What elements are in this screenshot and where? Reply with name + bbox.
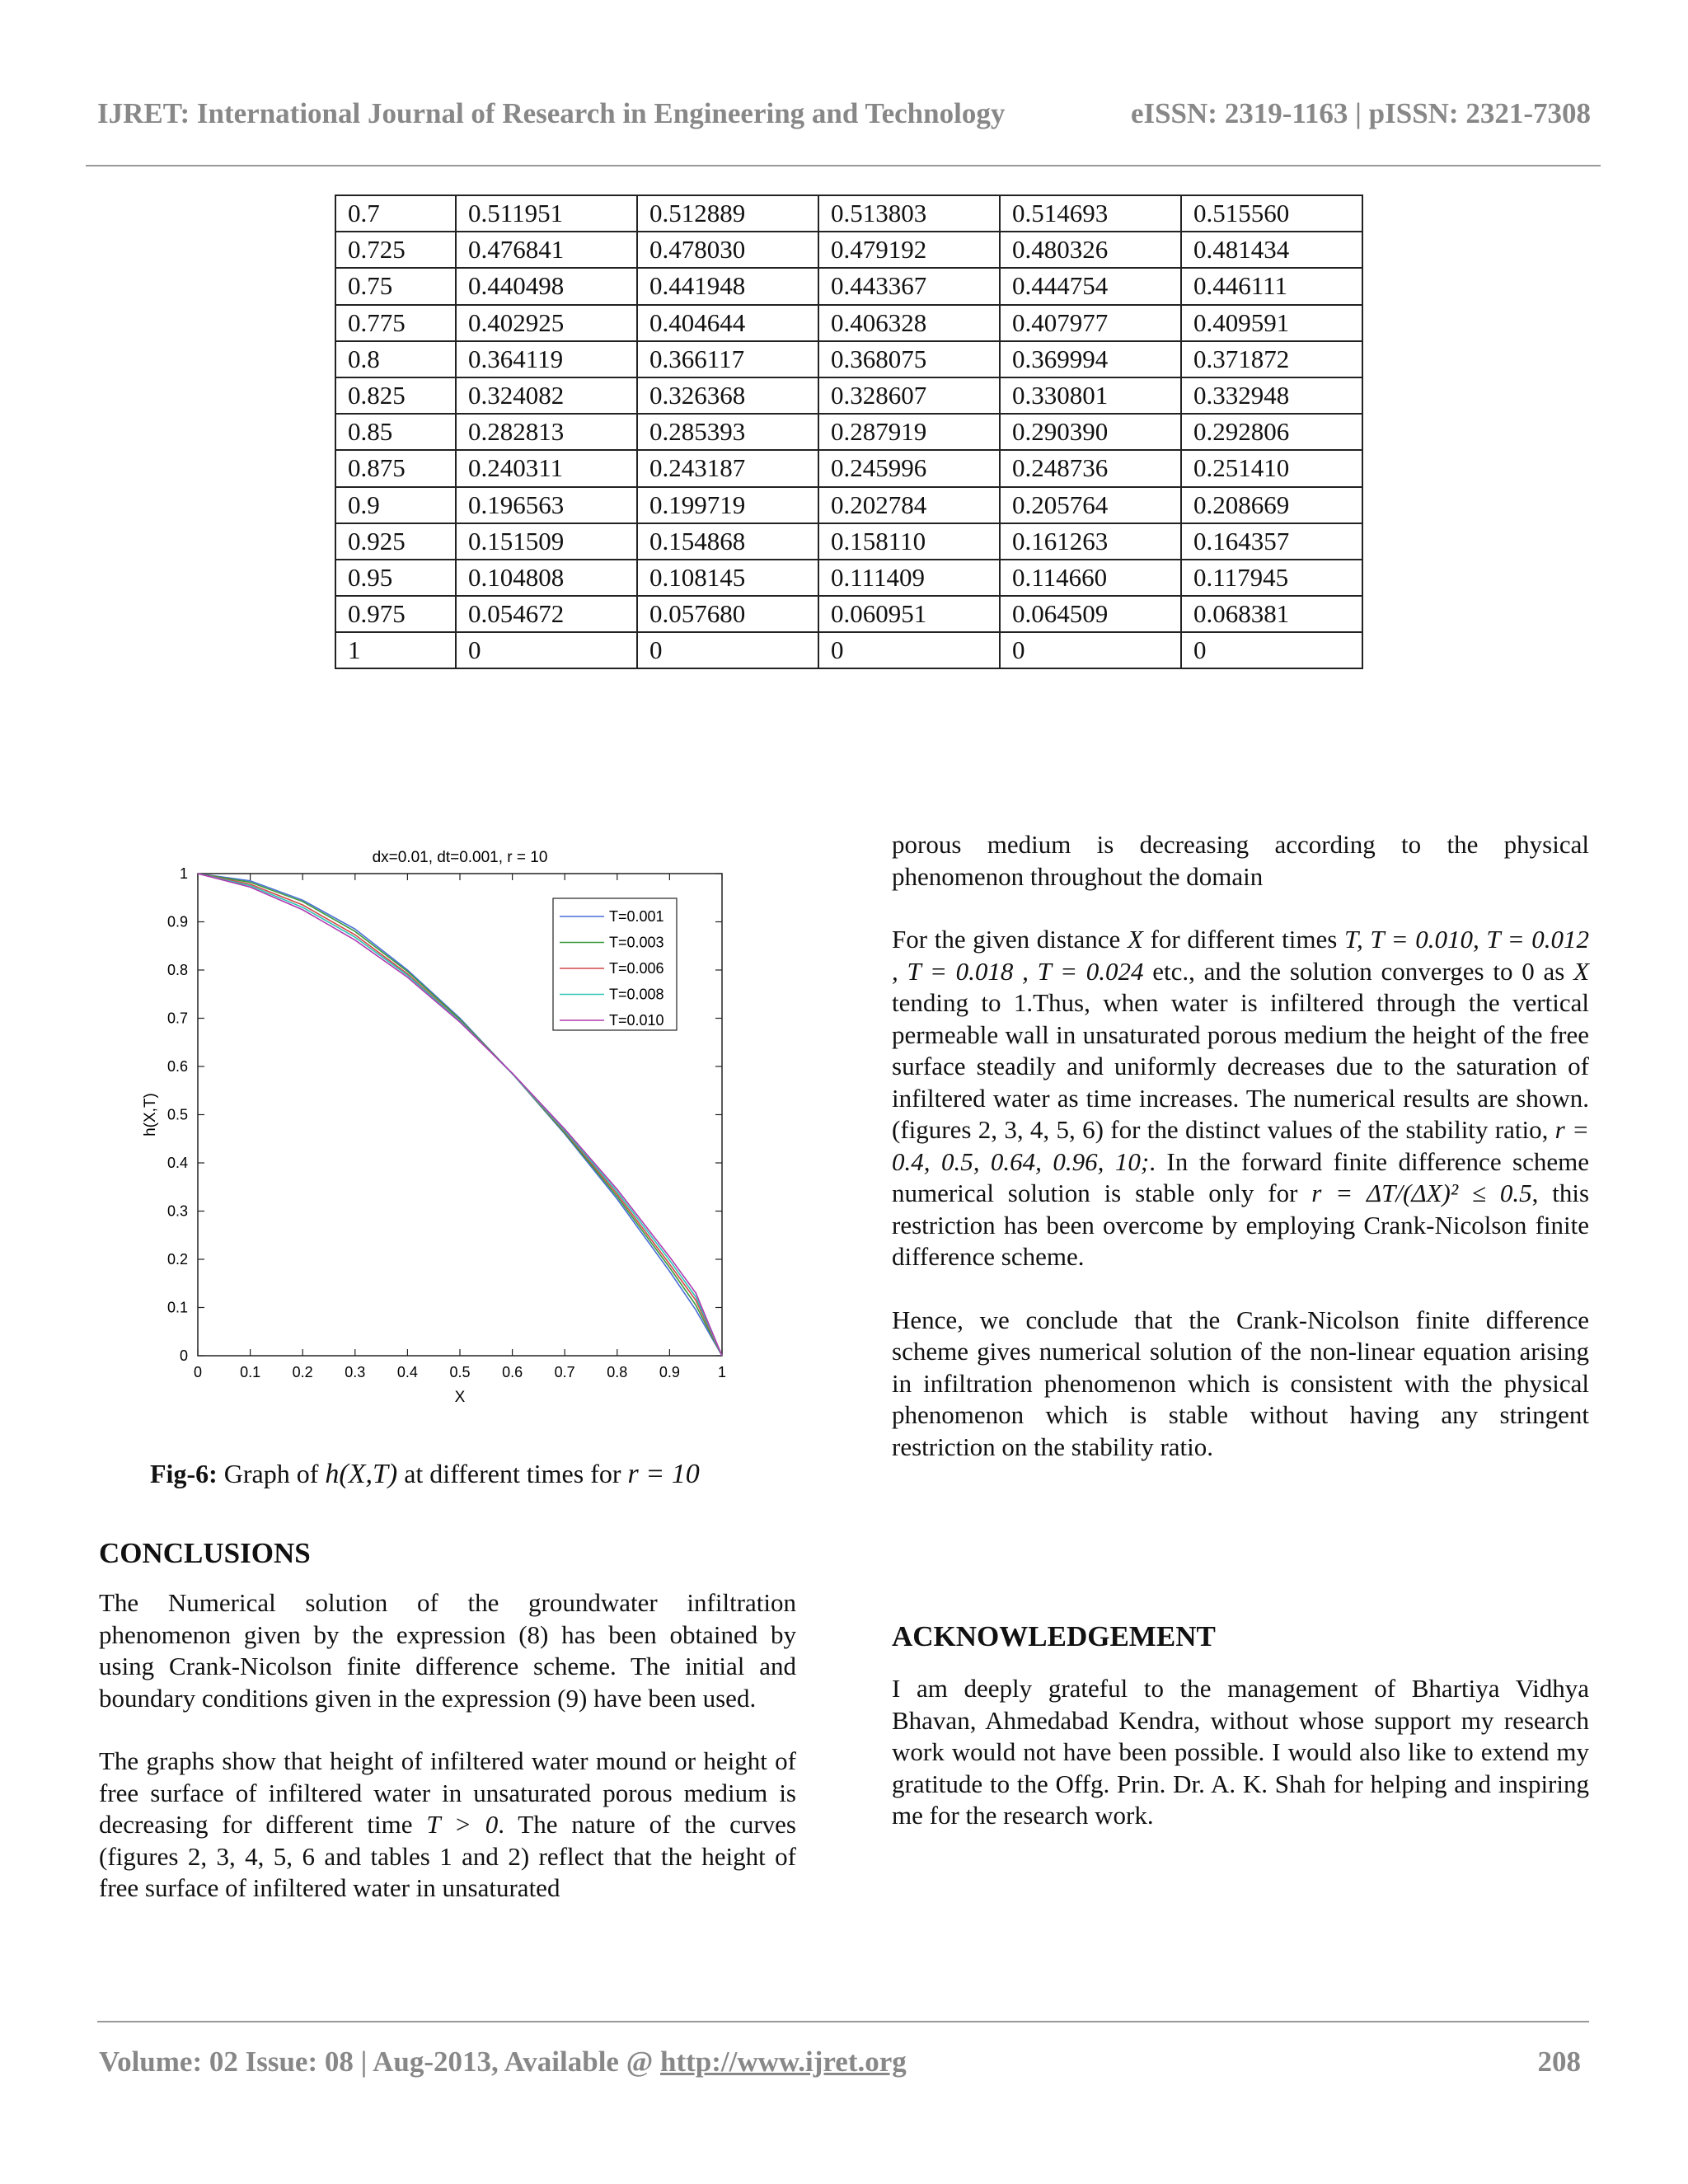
table-cell: 0.441948 (637, 268, 818, 304)
footer-volume: Volume: 02 Issue: 08 | Aug-2013, Available @ http://www.ijret.org (99, 2046, 907, 2078)
table-cell: 0 (818, 632, 1000, 668)
table-cell: 0.440498 (456, 268, 637, 304)
table-cell: 0.292806 (1181, 414, 1362, 450)
y-tick-label: 0.5 (166, 1106, 188, 1123)
table-cell: 0.825 (335, 377, 456, 414)
table-cell: 0.154868 (637, 523, 818, 560)
math-t-positive: T > 0 (426, 1810, 499, 1839)
table-row (335, 487, 1362, 523)
legend-label: T=0.003 (609, 934, 664, 951)
conclusions-paragraph-2: The graphs show that height of infiltered water mound or height of free surface of infiltered water in unsaturated porous medium is decreasing for different time T > 0. The nature of the curves (figures 2, 3, 4, 5, 6 and tables 1 and 2) reflect that the height of free surface of infiltered water in unsaturated (99, 1746, 796, 1902)
table-cell: 0.054672 (456, 596, 637, 632)
x-tick-label: 0.5 (449, 1364, 471, 1380)
x-tick-label: 0.7 (554, 1364, 575, 1380)
table-cell: 0.515560 (1181, 195, 1362, 232)
table-cell: 0.057680 (637, 596, 818, 632)
table-row (335, 195, 1362, 232)
table-row (335, 341, 1362, 377)
table-cell: 0.326368 (637, 377, 818, 414)
table-cell: 0.332948 (1181, 377, 1362, 414)
table-cell: 0.875 (335, 450, 456, 486)
x-tick-label: 0.6 (502, 1364, 523, 1380)
header-rule (86, 165, 1601, 166)
table-cell: 0.975 (335, 596, 456, 632)
table-cell: 0.725 (335, 232, 456, 268)
table-cell: 1 (335, 632, 456, 668)
page-footer (99, 2046, 1581, 2079)
table-cell: 0 (1000, 632, 1181, 668)
journal-title: IJRET: International Journal of Research in Engineering and Technology (97, 97, 1006, 129)
caption-math-r: r = 10 (627, 1459, 700, 1489)
legend-label: T=0.010 (609, 1012, 664, 1029)
table-cell: 0.111409 (818, 560, 1000, 596)
table-row (335, 268, 1362, 304)
table-cell: 0.108145 (637, 560, 818, 596)
y-tick-label: 0.8 (166, 962, 188, 978)
y-tick-label: 0 (179, 1347, 188, 1364)
table-cell: 0.446111 (1181, 268, 1362, 304)
math-stability-condition: r = ΔT/(ΔX)² ≤ 0.5 (1311, 1179, 1532, 1207)
conclusions-heading: CONCLUSIONS (99, 1537, 311, 1569)
right-paragraph-3: Hence, we conclude that the Crank-Nicolson finite difference scheme gives numerical solution of the non-linear equation arising in infiltration phenomenon which is consistent with the physical phenomenon which is stable without having any stringent restriction on the stability ratio. (892, 1305, 1589, 1461)
conclusions-paragraph-1: The Numerical solution of the groundwater infiltration phenomenon given by the expression (8) has been obtained by using Crank-Nicolson finite difference scheme. The initial and boundary conditions given in the expression (9) have been used. (99, 1588, 796, 1713)
page-header (97, 97, 1591, 130)
table-cell: 0.443367 (818, 268, 1000, 304)
table-cell: 0.368075 (818, 341, 1000, 377)
table-cell: 0.9 (335, 487, 456, 523)
right-column-body (892, 829, 1589, 1494)
table-cell: 0.196563 (456, 487, 637, 523)
x-tick-label: 0.3 (345, 1364, 366, 1380)
table-cell: 0.514693 (1000, 195, 1181, 232)
results-table (335, 194, 1363, 669)
legend-label: T=0.006 (609, 960, 664, 977)
table-cell: 0.366117 (637, 341, 818, 377)
y-tick-label: 0.9 (166, 913, 188, 930)
x-tick-label: 0.1 (240, 1364, 261, 1380)
table-cell: 0.245996 (818, 450, 1000, 486)
y-axis-label: h(X,T) (142, 1093, 159, 1137)
caption-middle: at different times for (404, 1459, 621, 1488)
table-row (335, 632, 1362, 668)
legend-label: T=0.001 (609, 908, 664, 925)
table-cell: 0.199719 (637, 487, 818, 523)
footer-rule (97, 2021, 1589, 2022)
x-tick-label: 1 (717, 1364, 727, 1380)
table-cell: 0.406328 (818, 305, 1000, 341)
table-cell: 0.371872 (1181, 341, 1362, 377)
conclusions-body (99, 1587, 796, 1936)
journal-link[interactable]: http://www.ijret.org (660, 2046, 907, 2078)
x-tick-label: 0.2 (292, 1364, 313, 1380)
table-cell: 0.117945 (1181, 560, 1362, 596)
page-number: 208 (1537, 2046, 1581, 2078)
table-cell: 0 (456, 632, 637, 668)
table-cell: 0.513803 (818, 195, 1000, 232)
table-cell: 0.151509 (456, 523, 637, 560)
table-cell: 0.285393 (637, 414, 818, 450)
acknowledgement-text: I am deeply grateful to the management of Bhartiya Vidhya Bhavan, Ahmedabad Kendra, without whose support my research work would not have been possible. I would also like to extend my gratitude to the Offg. Prin. Dr. A. K. Shah for helping and inspiring me for the research work. (892, 1674, 1589, 1830)
y-tick-label: 0.3 (166, 1202, 188, 1220)
caption-text: Graph of (223, 1459, 319, 1488)
table-cell: 0.240311 (456, 450, 637, 486)
acknowledgement-body (892, 1673, 1589, 1863)
y-tick-label: 0.1 (166, 1299, 188, 1316)
table-cell: 0.75 (335, 268, 456, 304)
table-cell: 0.925 (335, 523, 456, 560)
table-cell: 0.060951 (818, 596, 1000, 632)
table-cell: 0.208669 (1181, 487, 1362, 523)
x-tick-label: 0 (193, 1364, 203, 1380)
table-cell: 0.85 (335, 414, 456, 450)
table-cell: 0.364119 (456, 341, 637, 377)
table-row (335, 560, 1362, 596)
table-cell: 0.202784 (818, 487, 1000, 523)
table-cell: 0.158110 (818, 523, 1000, 560)
right-paragraph-1: porous medium is decreasing according to the physical phenomenon throughout the domain (892, 830, 1589, 891)
table-row (335, 450, 1362, 486)
table-cell: 0.481434 (1181, 232, 1362, 268)
acknowledgement-heading: ACKNOWLEDGEMENT (892, 1620, 1216, 1652)
table-cell: 0.409591 (1181, 305, 1362, 341)
y-tick-label: 0.4 (166, 1155, 188, 1171)
y-tick-label: 0.6 (166, 1058, 188, 1075)
table-cell: 0.476841 (456, 232, 637, 268)
x-tick-label: 0.4 (396, 1364, 418, 1380)
table-row (335, 596, 1362, 632)
line-chart (124, 832, 750, 1426)
y-tick-label: 0.2 (166, 1251, 188, 1268)
math-ratio-values: r = 0.4, 0.5, 0.64, 0.96, 10; (892, 1115, 1589, 1176)
table-cell: 0.064509 (1000, 596, 1181, 632)
table-cell: 0.290390 (1000, 414, 1181, 450)
table-cell: 0.243187 (637, 450, 818, 486)
caption-math-h: h(X,T) (325, 1459, 398, 1489)
table-cell: 0.444754 (1000, 268, 1181, 304)
table-cell: 0.330801 (1000, 377, 1181, 414)
table-row (335, 377, 1362, 414)
table-cell: 0.479192 (818, 232, 1000, 268)
table-cell: 0.478030 (637, 232, 818, 268)
table-cell: 0.95 (335, 560, 456, 596)
table-cell: 0.480326 (1000, 232, 1181, 268)
table-cell: 0 (637, 632, 818, 668)
table-cell: 0.248736 (1000, 450, 1181, 486)
table-cell: 0.402925 (456, 305, 637, 341)
table-cell: 0.369994 (1000, 341, 1181, 377)
right-paragraph-2: For the given distance X for different times T, T = 0.010, T = 0.012 , T = 0.018 , T = 0.024 etc., and the solution converges to 0 as X tending to 1.Thus, when water is infiltered through the vertical permeable wall in unsaturated porous medium the height of the free surface steadily and uniformly decreases due to the saturation of infiltered water as time increases. The numerical results are shown. (figures 2, 3, 4, 5, 6) for the distinct values of the stability ratio, r = 0.4, 0.5, 0.64, 0.96, 10;. In the forward finite difference scheme numerical solution is stable only for r = ΔT/(ΔX)² ≤ 0.5, this restriction has been overcome by employing Crank-Nicolson finite difference scheme. (892, 925, 1590, 1271)
y-tick-label: 1 (179, 865, 188, 882)
table-row (335, 232, 1362, 268)
table-cell: 0 (1181, 632, 1362, 668)
table-cell: 0.8 (335, 341, 456, 377)
x-axis-label: X (454, 1389, 466, 1406)
table-cell: 0.251410 (1181, 450, 1362, 486)
math-times: T, T = 0.010, T = 0.012 , T = 0.018 , T = 0.024 (892, 925, 1590, 986)
table-cell: 0.161263 (1000, 523, 1181, 560)
table-cell: 0.512889 (637, 195, 818, 232)
table-cell: 0.7 (335, 195, 456, 232)
table-cell: 0.164357 (1181, 523, 1362, 560)
issn: eISSN: 2319-1163 | pISSN: 2321-7308 (1130, 97, 1591, 129)
table-row (335, 414, 1362, 450)
figure-caption (150, 1459, 700, 1490)
chart-title: dx=0.01, dt=0.001, r = 10 (372, 849, 548, 866)
x-tick-label: 0.8 (607, 1364, 628, 1380)
table-cell: 0.324082 (456, 377, 637, 414)
table-cell: 0.404644 (637, 305, 818, 341)
table-cell: 0.104808 (456, 560, 637, 596)
table-cell: 0.205764 (1000, 487, 1181, 523)
table-cell: 0.114660 (1000, 560, 1181, 596)
legend-label: T=0.008 (609, 986, 664, 1003)
table-cell: 0.328607 (818, 377, 1000, 414)
table-cell: 0.282813 (456, 414, 637, 450)
table-row (335, 305, 1362, 341)
table-cell: 0.511951 (456, 195, 637, 232)
figure-label: Fig-6: (150, 1459, 218, 1488)
y-tick-label: 0.7 (166, 1010, 188, 1027)
table-cell: 0.407977 (1000, 305, 1181, 341)
x-tick-label: 0.9 (659, 1364, 680, 1380)
table-row (335, 523, 1362, 560)
table-cell: 0.068381 (1181, 596, 1362, 632)
table-cell: 0.287919 (818, 414, 1000, 450)
table-cell: 0.775 (335, 305, 456, 341)
